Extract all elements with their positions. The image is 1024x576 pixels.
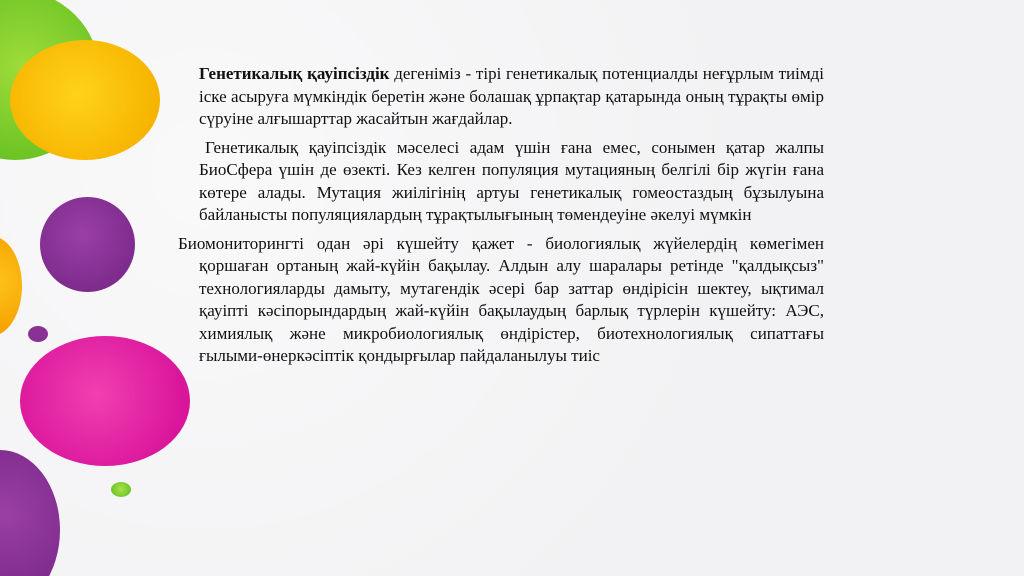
yellow-circle-decoration xyxy=(10,40,160,160)
term-bold: Генетикалық қауіпсіздік xyxy=(199,64,390,83)
paragraph-measures: Биомониторингті одан әрі күшейту қажет - биологиялық жүйелердің көмегімен қоршаған ортаның жай-күйін бақылау. Алдын алу шаралары ретінде "қалдықсыз" технологияларды дамыту, мутагендік әсері бар заттар өндірісін шектеу, ықтимал қауіпті кәсіпорындардың жай-күйін бақылаудың барлық түрлерін күшейту: АЭС, химиялық және микробиологиялық өндірістер, биотехнологиялық сипаттағы ғылыми-өнеркәсіптік қондырғылар пайдаланылуы тиіс xyxy=(178,233,824,365)
purple-bottom-circle-decoration xyxy=(0,450,60,576)
yellow-left-circle-decoration xyxy=(0,236,22,336)
small-green-dot-decoration xyxy=(111,482,131,497)
small-purple-dot-decoration xyxy=(28,326,48,342)
paragraph-definition xyxy=(178,63,824,131)
magenta-circle-decoration xyxy=(20,336,190,466)
paragraph-problem: Генетикалық қауіпсіздік мәселесі адам үшін ғана емес, сонымен қатар жалпы БиоСфера үшін де өзекті. Кез келген популяция мутацияның белгілі бір жүгін ғана көтере алады. Мутация жиілігінің артуы генетикалық гомеостаздың бұзылуына байланысты популяциялардың тұрақтылығының төмендеуіне әкелуі мүмкін xyxy=(199,137,824,224)
definition-text: дегеніміз - тірі генетикалық потенциалды неғұрлым тиімді іске асыруға мүмкіндік беретін және болашақ ұрпақтар қатарында оның тұрақты өмір сүруіне алғышарттар жасайтын жағдайлар. xyxy=(199,64,824,128)
purple-circle-decoration xyxy=(40,197,135,292)
slide-text-body xyxy=(178,63,824,374)
